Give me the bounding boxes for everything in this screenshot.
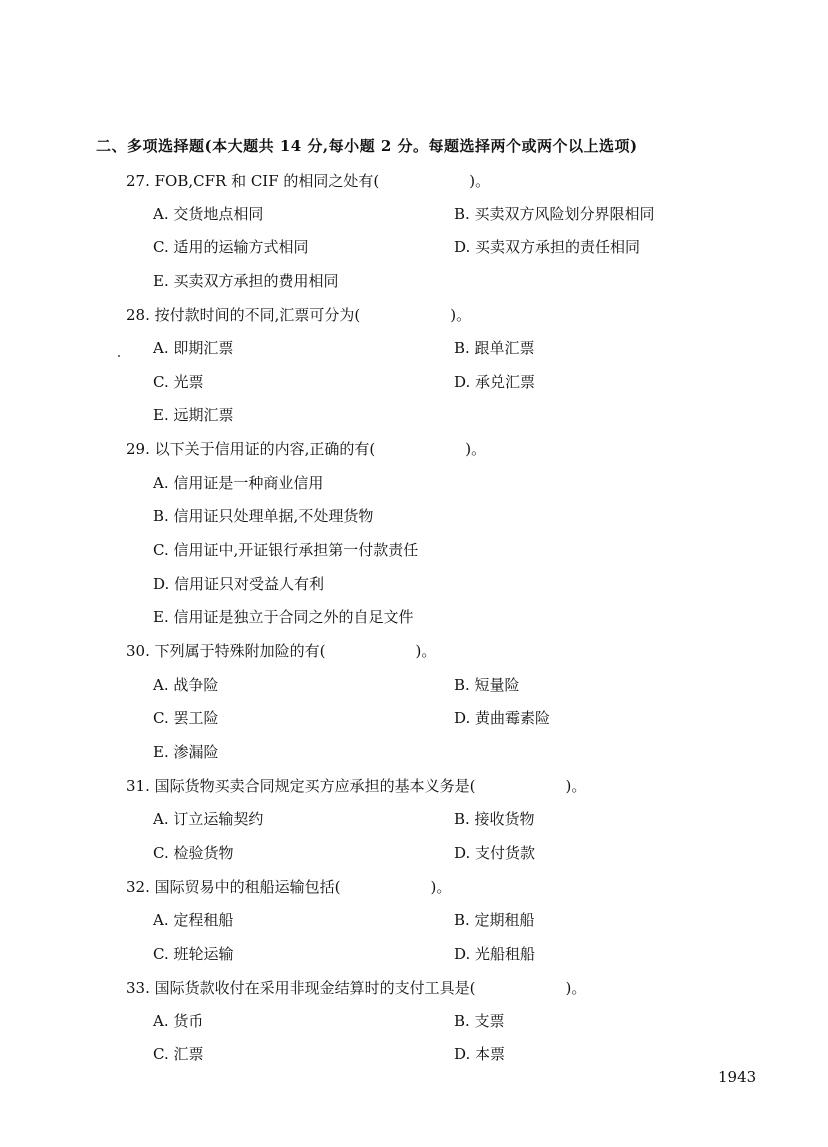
question-31-option-a: A. 订立运输契约	[153, 810, 264, 828]
question-28-option-c: C. 光票	[153, 373, 204, 391]
question-27-option-a: A. 交货地点相同	[153, 205, 264, 223]
question-33-option-a: A. 货币	[153, 1012, 204, 1030]
question-27-option-b: B. 买卖双方风险划分界限相同	[454, 205, 655, 223]
question-28-option-b: B. 跟单汇票	[454, 339, 535, 357]
question-33-option-b: B. 支票	[454, 1012, 505, 1030]
question-32-option-a: A. 定程租船	[153, 911, 234, 929]
question-29-option-d: D. 信用证只对受益人有利	[153, 575, 325, 593]
question-30-option-a: A. 战争险	[153, 676, 219, 694]
page-number: 1943	[718, 1068, 757, 1086]
question-33-option-c: C. 汇票	[153, 1045, 204, 1063]
question-32-stem: 32. 国际贸易中的租船运输包括( )。	[126, 878, 452, 896]
question-27-option-c: C. 适用的运输方式相同	[153, 238, 309, 256]
section-title: 二、多项选择题(本大题共 14 分,每小题 2 分。每题选择两个或两个以上选项)	[96, 137, 638, 155]
question-28-stem: 28. 按付款时间的不同,汇票可分为( )。	[126, 306, 472, 324]
question-32-option-c: C. 班轮运输	[153, 945, 234, 963]
question-33-stem: 33. 国际货款收付在采用非现金结算时的支付工具是( )。	[126, 979, 587, 997]
question-31-stem: 31. 国际货物买卖合同规定买方应承担的基本义务是( )。	[126, 777, 587, 795]
question-31-option-d: D. 支付货款	[454, 844, 536, 862]
question-30-option-e: E. 渗漏险	[153, 743, 219, 761]
question-28-option-d: D. 承兑汇票	[454, 373, 536, 391]
question-27-option-e: E. 买卖双方承担的费用相同	[153, 272, 339, 290]
question-27-stem: 27. FOB,CFR 和 CIF 的相同之处有( )。	[126, 172, 491, 190]
question-29-option-a: A. 信用证是一种商业信用	[153, 474, 324, 492]
question-32-option-d: D. 光船租船	[454, 945, 536, 963]
question-28-option-e: E. 远期汇票	[153, 406, 234, 424]
question-30-option-c: C. 罢工险	[153, 709, 219, 727]
question-29-option-c: C. 信用证中,开证银行承担第一付款责任	[153, 541, 419, 559]
question-29-option-e: E. 信用证是独立于合同之外的自足文件	[153, 608, 414, 626]
question-33-option-d: D. 本票	[454, 1045, 506, 1063]
question-31-option-b: B. 接收货物	[454, 810, 535, 828]
question-32-option-b: B. 定期租船	[454, 911, 535, 929]
question-27-option-d: D. 买卖双方承担的责任相同	[454, 238, 641, 256]
question-28-option-a: A. 即期汇票	[153, 339, 234, 357]
question-29-stem: 29. 以下关于信用证的内容,正确的有( )。	[126, 440, 487, 458]
scan-speck	[118, 355, 120, 357]
question-31-option-c: C. 检验货物	[153, 844, 234, 862]
question-30-option-b: B. 短量险	[454, 676, 520, 694]
question-30-stem: 30. 下列属于特殊附加险的有( )。	[126, 642, 437, 660]
question-29-option-b: B. 信用证只处理单据,不处理货物	[153, 507, 374, 525]
question-30-option-d: D. 黄曲霉素险	[454, 709, 551, 727]
